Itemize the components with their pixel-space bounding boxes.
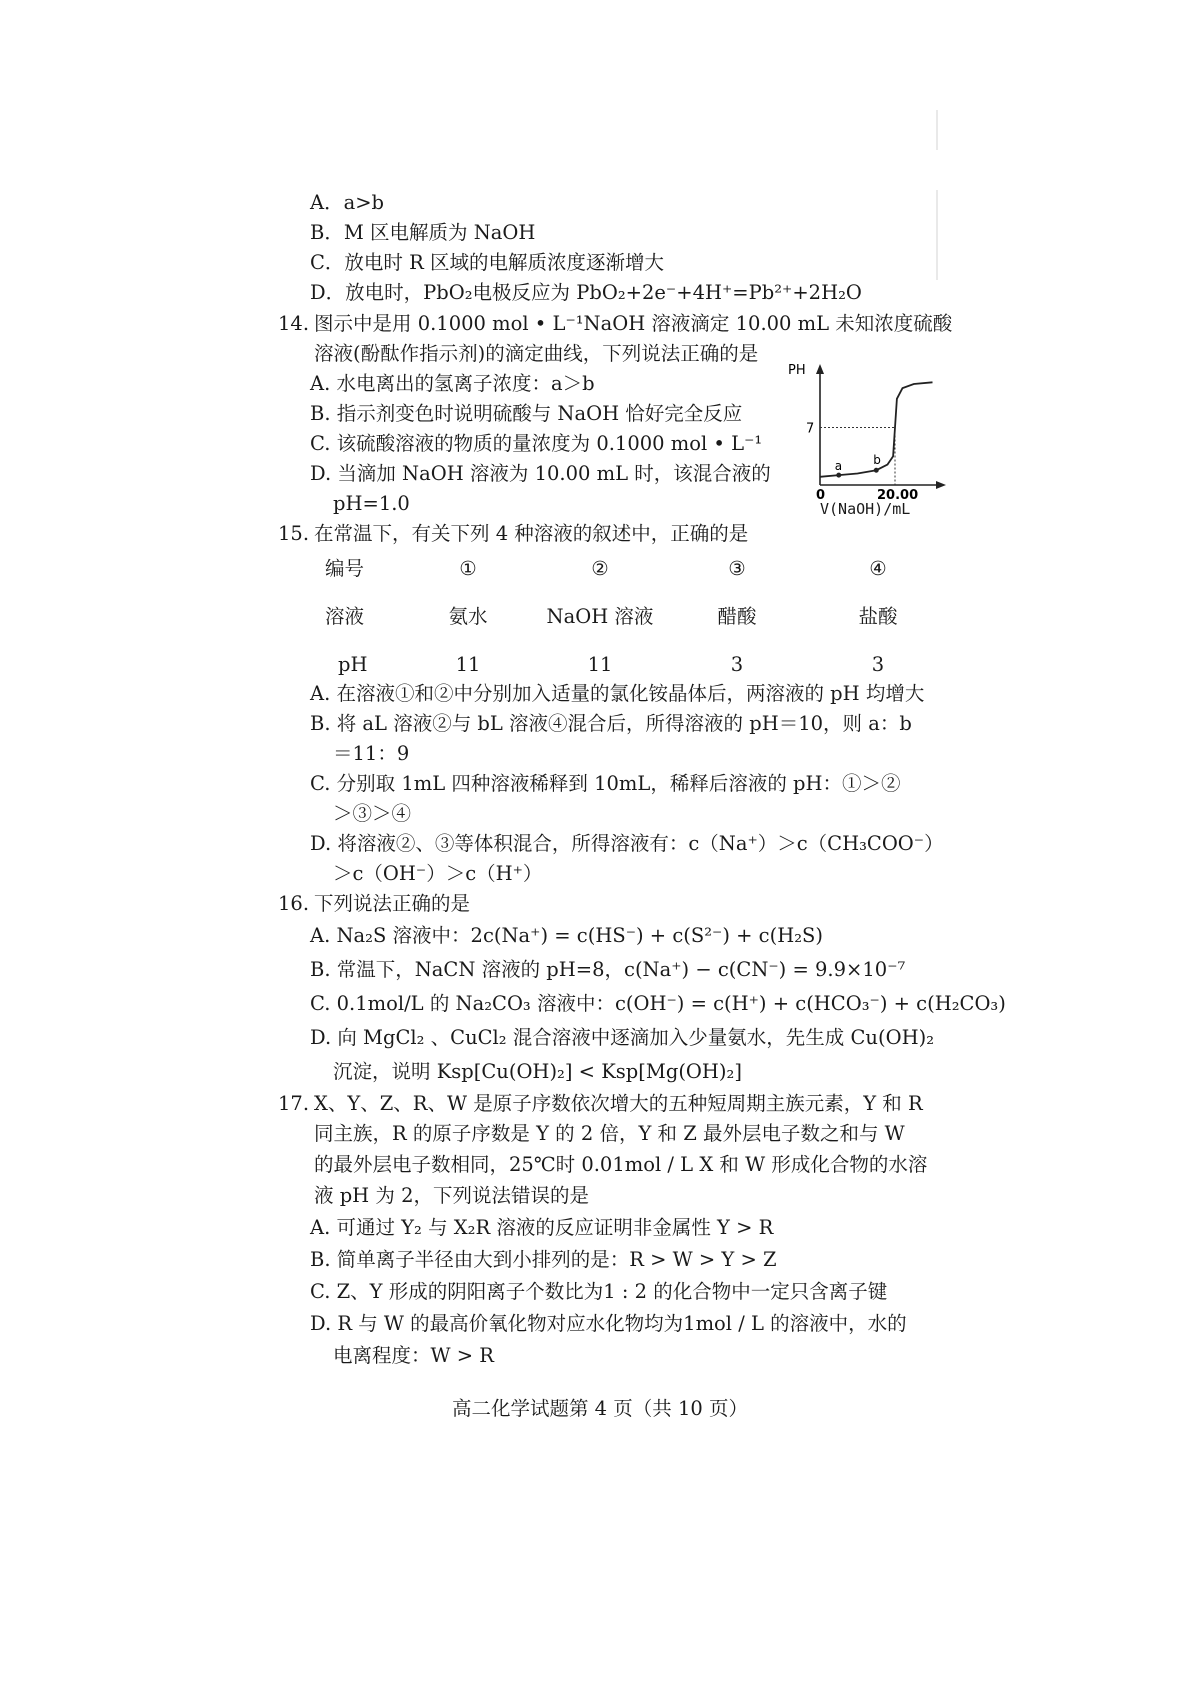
x-axis-arrow <box>936 481 946 489</box>
q14-line1-text: 图示中是用 0.1000 mol • L⁻¹NaOH 溶液滴定 10.00 mL 未知浓度硫酸 <box>314 312 953 335</box>
q13-option-b: B．M 区电解质为 NaOH <box>310 221 536 244</box>
table-cell-ph-1: 11 <box>455 653 481 676</box>
q14-option-a: A. 水电离出的氢离子浓度：a＞b <box>310 372 595 395</box>
table-cell-ph-4: 3 <box>871 653 885 676</box>
q14-option-d-cont: pH=1.0 <box>333 492 410 515</box>
table-cell-solution-3: 醋酸 <box>717 605 757 628</box>
table-header-ph: pH <box>338 653 368 676</box>
q15-option-a: A. 在溶液①和②中分别加入适量的氯化铵晶体后，两溶液的 pH 均增大 <box>310 682 925 705</box>
q16-option-a: A. Na₂S 溶液中：2c(Na⁺) = c(HS⁻) + c(S²⁻) + c(H₂S) <box>310 924 823 947</box>
q13-option-a: A．a>b <box>310 191 385 214</box>
q14-stem-line1 <box>278 309 953 339</box>
table-cell-id-4: ④ <box>869 557 887 580</box>
titration-curve-chart <box>788 360 950 503</box>
point-b-label: b <box>873 453 881 468</box>
q17-stem-line2: 同主族，R 的原子序数是 Y 的 2 倍，Y 和 Z 最外层电子数之和与 W <box>314 1122 905 1145</box>
q17-option-b: B. 简单离子半径由大到小排列的是：R > W > Y > Z <box>310 1248 777 1271</box>
scan-artifact <box>936 110 938 150</box>
x-axis-label: V(NaOH)/mL <box>820 500 911 518</box>
q15-option-d: D. 将溶液②、③等体积混合，所得溶液有：c（Na⁺）＞c（CH₃COO⁻） <box>310 832 944 855</box>
x-tick-label-20: 20.00 <box>877 488 919 503</box>
table-cell-solution-1: 氨水 <box>448 605 488 628</box>
table-cell-ph-2: 11 <box>587 653 613 676</box>
q16-option-d: D. 向 MgCl₂ 、CuCl₂ 混合溶液中逐滴加入少量氨水，先生成 Cu(OH)₂ <box>310 1026 935 1049</box>
point-a <box>836 473 841 478</box>
q16-number: 16. <box>278 892 310 915</box>
table-cell-id-2: ② <box>591 557 609 580</box>
q17-option-d-cont: 电离程度：W > R <box>333 1344 494 1367</box>
q15-stem <box>278 519 938 549</box>
q15-option-d-cont: ＞c（OH⁻）＞c（H⁺） <box>333 862 543 885</box>
q16-option-b: B. 常温下，NaCN 溶液的 pH=8，c(Na⁺) − c(CN⁻) = 9.9×10⁻⁷ <box>310 958 906 981</box>
q17-stem-text-1: X、Y、Z、R、W 是原子序数依次增大的五种短周期主族元素，Y 和 R <box>314 1092 923 1115</box>
q15-number: 15. <box>278 522 310 545</box>
q15-stem-text: 在常温下，有关下列 4 种溶液的叙述中，正确的是 <box>314 522 749 545</box>
q14-option-d: D. 当滴加 NaOH 溶液为 10.00 mL 时，该混合液的 <box>310 462 771 485</box>
q16-stem-text: 下列说法正确的是 <box>314 892 471 915</box>
table-cell-id-1: ① <box>459 557 477 580</box>
table-cell-solution-2: NaOH 溶液 <box>546 605 654 628</box>
y-tick-label-7: 7 <box>806 421 815 437</box>
x-tick-label-0: 0 <box>816 488 826 503</box>
q16-stem <box>278 889 938 919</box>
q17-stem-line1 <box>278 1089 938 1119</box>
q15-option-b-cont: ＝11：9 <box>333 742 410 765</box>
q15-option-c-cont: ＞③＞④ <box>333 802 412 825</box>
y-axis-label: PH <box>788 363 806 378</box>
q17-option-c: C. Z、Y 形成的阴阳离子个数比为1 : 2 的化合物中一定只含离子键 <box>310 1280 888 1303</box>
q17-stem-line3: 的最外层电子数相同，25℃时 0.01mol / L X 和 W 形成化合物的水溶 <box>314 1153 928 1176</box>
q17-stem-line4: 液 pH 为 2，下列说法错误的是 <box>314 1184 589 1207</box>
point-a-label: a <box>834 459 843 474</box>
q15-option-c: C. 分别取 1mL 四种溶液稀释到 10mL，稀释后溶液的 pH：①＞② <box>310 772 901 795</box>
page-footer: 高二化学试题第 4 页（共 10 页） <box>451 1397 748 1420</box>
q13-option-d: D．放电时，PbO₂电极反应为 PbO₂+2e⁻+4H⁺=Pb²⁺+2H₂O <box>310 281 862 304</box>
q14-stem-line2: 溶液(酚酞作指示剂)的滴定曲线，下列说法正确的是 <box>314 342 759 365</box>
q15-option-b: B. 将 aL 溶液②与 bL 溶液④混合后，所得溶液的 pH＝10，则 a：b <box>310 712 912 735</box>
y-axis-arrow <box>816 364 824 374</box>
table-cell-ph-3: 3 <box>730 653 744 676</box>
table-header-solution: 溶液 <box>325 605 365 628</box>
q16-option-d-cont: 沉淀，说明 Ksp[Cu(OH)₂] < Ksp[Mg(OH)₂] <box>333 1060 742 1083</box>
q17-option-d: D. R 与 W 的最高价氧化物对应水化物均为1mol / L 的溶液中，水的 <box>310 1312 907 1335</box>
point-b <box>874 468 879 473</box>
q16-option-c: C. 0.1mol/L 的 Na₂CO₃ 溶液中：c(OH⁻) = c(H⁺) + c(HCO₃⁻) + c(H₂CO₃) <box>310 992 1006 1015</box>
q13-option-c: C．放电时 R 区域的电解质浓度逐渐增大 <box>310 251 664 274</box>
q14-option-c: C. 该硫酸溶液的物质的量浓度为 0.1000 mol • L⁻¹ <box>310 432 763 455</box>
table-header-id: 编号 <box>325 557 365 580</box>
q14-option-b: B. 指示剂变色时说明硫酸与 NaOH 恰好完全反应 <box>310 402 743 425</box>
q17-option-a: A. 可通过 Y₂ 与 X₂R 溶液的反应证明非金属性 Y > R <box>310 1216 774 1239</box>
table-cell-solution-4: 盐酸 <box>858 605 898 628</box>
table-cell-id-3: ③ <box>728 557 746 580</box>
q17-number: 17. <box>278 1092 310 1115</box>
q14-number: 14. <box>278 312 310 335</box>
